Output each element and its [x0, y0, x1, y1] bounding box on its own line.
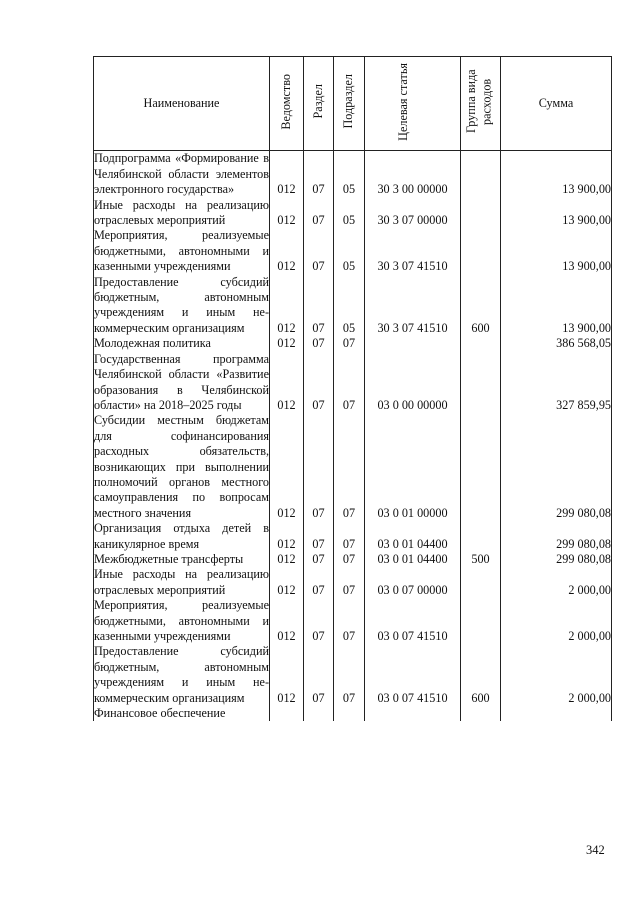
row-name: Иные расходы на реализацию отраслевых мероприятий: [94, 197, 269, 228]
row-target-item: 03 0 00 00000: [365, 352, 461, 414]
header-target-item-label: Целевая статья: [395, 62, 410, 141]
row-section: [304, 706, 334, 721]
row-target-item: 30 3 00 00000: [365, 151, 461, 198]
page-number: 342: [586, 843, 605, 857]
table-row: [94, 706, 612, 721]
row-expense-group: [461, 521, 501, 552]
row-amount: 299 080,08: [501, 413, 612, 521]
row-subsection: 07: [334, 644, 365, 706]
row-department: 012: [270, 336, 304, 351]
row-expense-group: [461, 598, 501, 644]
row-target-item: [365, 336, 461, 351]
row-amount: 299 080,08: [501, 552, 612, 567]
table-row: [94, 413, 612, 521]
row-name: Финансовое обеспечение: [94, 706, 270, 721]
row-subsection: 05: [334, 228, 365, 274]
row-department: [270, 706, 304, 721]
table-row: [94, 567, 612, 598]
table-row: [94, 521, 612, 552]
row-target-item: 03 0 07 41510: [365, 598, 461, 644]
row-section: 07: [304, 228, 334, 274]
row-section: 07: [304, 151, 334, 198]
row-name: Мероприятия, реализуемые бюджетными, автономными и казенными учреждениями: [94, 598, 269, 643]
table-row: [94, 352, 612, 414]
row-subsection: 05: [334, 198, 365, 229]
row-target-item: 03 0 01 00000: [365, 413, 461, 521]
header-amount: Сумма: [501, 57, 612, 151]
row-target-item: 30 3 07 41510: [365, 275, 461, 337]
row-target-item: 03 0 01 04400: [365, 521, 461, 552]
row-target-item: 03 0 01 04400: [365, 552, 461, 567]
row-subsection: 05: [334, 275, 365, 337]
row-expense-group: [461, 567, 501, 598]
table-header-row: [94, 57, 612, 151]
header-expense-group: [461, 57, 501, 151]
row-department: 012: [270, 275, 304, 337]
table-row: [94, 275, 612, 337]
row-department: 012: [270, 598, 304, 644]
table-row: [94, 336, 612, 351]
row-amount: 299 080,08: [501, 521, 612, 552]
row-subsection: 07: [334, 521, 365, 552]
row-expense-group: [461, 336, 501, 351]
row-section: 07: [304, 598, 334, 644]
row-amount: 2 000,00: [501, 644, 612, 706]
row-section: 07: [304, 275, 334, 337]
table-body: [94, 151, 612, 722]
table-row: [94, 151, 612, 198]
row-target-item: 30 3 07 41510: [365, 228, 461, 274]
row-expense-group: [461, 198, 501, 229]
row-expense-group: 500: [461, 552, 501, 567]
row-expense-group: [461, 228, 501, 274]
row-name: Молодежная политика: [94, 336, 270, 351]
row-department: 012: [270, 567, 304, 598]
header-target-item: [365, 57, 461, 151]
row-name: Иные расходы на реализацию отраслевых мероприятий: [94, 567, 269, 597]
row-target-item: 03 0 07 41510: [365, 644, 461, 706]
table-row: [94, 598, 612, 644]
row-name: Мероприятия, реализуемые бюджетными, автономными и казенными учреждениями: [94, 228, 269, 274]
row-amount: [501, 706, 612, 721]
row-expense-group: [461, 151, 501, 198]
row-subsection: 07: [334, 567, 365, 598]
row-subsection: 07: [334, 552, 365, 567]
row-name: Государственная программа Челябинской области «Развитие образования в Челябинской области» на 2018–2025 годы: [94, 351, 269, 412]
header-expense-group-label: Группа вида расходов: [463, 69, 493, 134]
row-amount: 13 900,00: [501, 151, 612, 198]
row-department: 012: [270, 521, 304, 552]
row-section: 07: [304, 198, 334, 229]
row-name: Субсидии местным бюджетам для софинансирования расходных обязательств, возникающих при выполнении полномочий органов местного самоуправления по вопросам местного значения: [94, 413, 269, 520]
row-subsection: 07: [334, 598, 365, 644]
row-subsection: 07: [334, 336, 365, 351]
row-expense-group: [461, 413, 501, 521]
row-department: 012: [270, 552, 304, 567]
row-department: 012: [270, 644, 304, 706]
header-section: [304, 57, 334, 151]
row-amount: 2 000,00: [501, 567, 612, 598]
row-department: 012: [270, 228, 304, 274]
row-name: Предоставление субсидий бюджетным, автономным учреждениям и иным некоммерческим организациям: [94, 644, 269, 705]
row-target-item: 03 0 07 00000: [365, 567, 461, 598]
row-section: 07: [304, 413, 334, 521]
row-section: 07: [304, 352, 334, 414]
row-name: Организация отдыха детей в каникулярное время: [94, 521, 269, 551]
header-subsection: [334, 57, 365, 151]
row-section: 07: [304, 336, 334, 351]
row-department: 012: [270, 151, 304, 198]
table-row: [94, 198, 612, 229]
row-subsection: 05: [334, 151, 365, 198]
header-department: [270, 57, 304, 151]
row-expense-group: [461, 352, 501, 414]
header-subsection-label: Подраздел: [341, 74, 356, 129]
row-amount: 386 568,05: [501, 336, 612, 351]
row-expense-group: [461, 706, 501, 721]
row-amount: 13 900,00: [501, 228, 612, 274]
table-row: [94, 228, 612, 274]
table-row: [94, 552, 612, 567]
header-section-label: Раздел: [310, 84, 325, 119]
row-amount: 2 000,00: [501, 598, 612, 644]
row-subsection: [334, 706, 365, 721]
row-amount: 327 859,95: [501, 352, 612, 414]
row-amount: 13 900,00: [501, 275, 612, 337]
row-subsection: 07: [334, 413, 365, 521]
row-name: Предоставление субсидий бюджетным, автономным учреждениям и иным некоммерческим организациям: [94, 274, 269, 335]
row-section: 07: [304, 552, 334, 567]
row-expense-group: 600: [461, 275, 501, 337]
budget-table: [93, 56, 612, 721]
row-name: Межбюджетные трансферты: [94, 552, 270, 567]
row-amount: 13 900,00: [501, 198, 612, 229]
row-name: Подпрограмма «Формирование в Челябинской области элементов электронного государства»: [94, 151, 269, 197]
table-row: [94, 644, 612, 706]
row-subsection: 07: [334, 352, 365, 414]
header-name: Наименование: [94, 57, 270, 151]
row-target-item: 30 3 07 00000: [365, 198, 461, 229]
row-target-item: [365, 706, 461, 721]
row-section: 07: [304, 567, 334, 598]
row-section: 07: [304, 644, 334, 706]
row-department: 012: [270, 413, 304, 521]
header-department-label: Ведомство: [278, 73, 293, 130]
row-department: 012: [270, 352, 304, 414]
row-expense-group: 600: [461, 644, 501, 706]
row-department: 012: [270, 198, 304, 229]
row-section: 07: [304, 521, 334, 552]
